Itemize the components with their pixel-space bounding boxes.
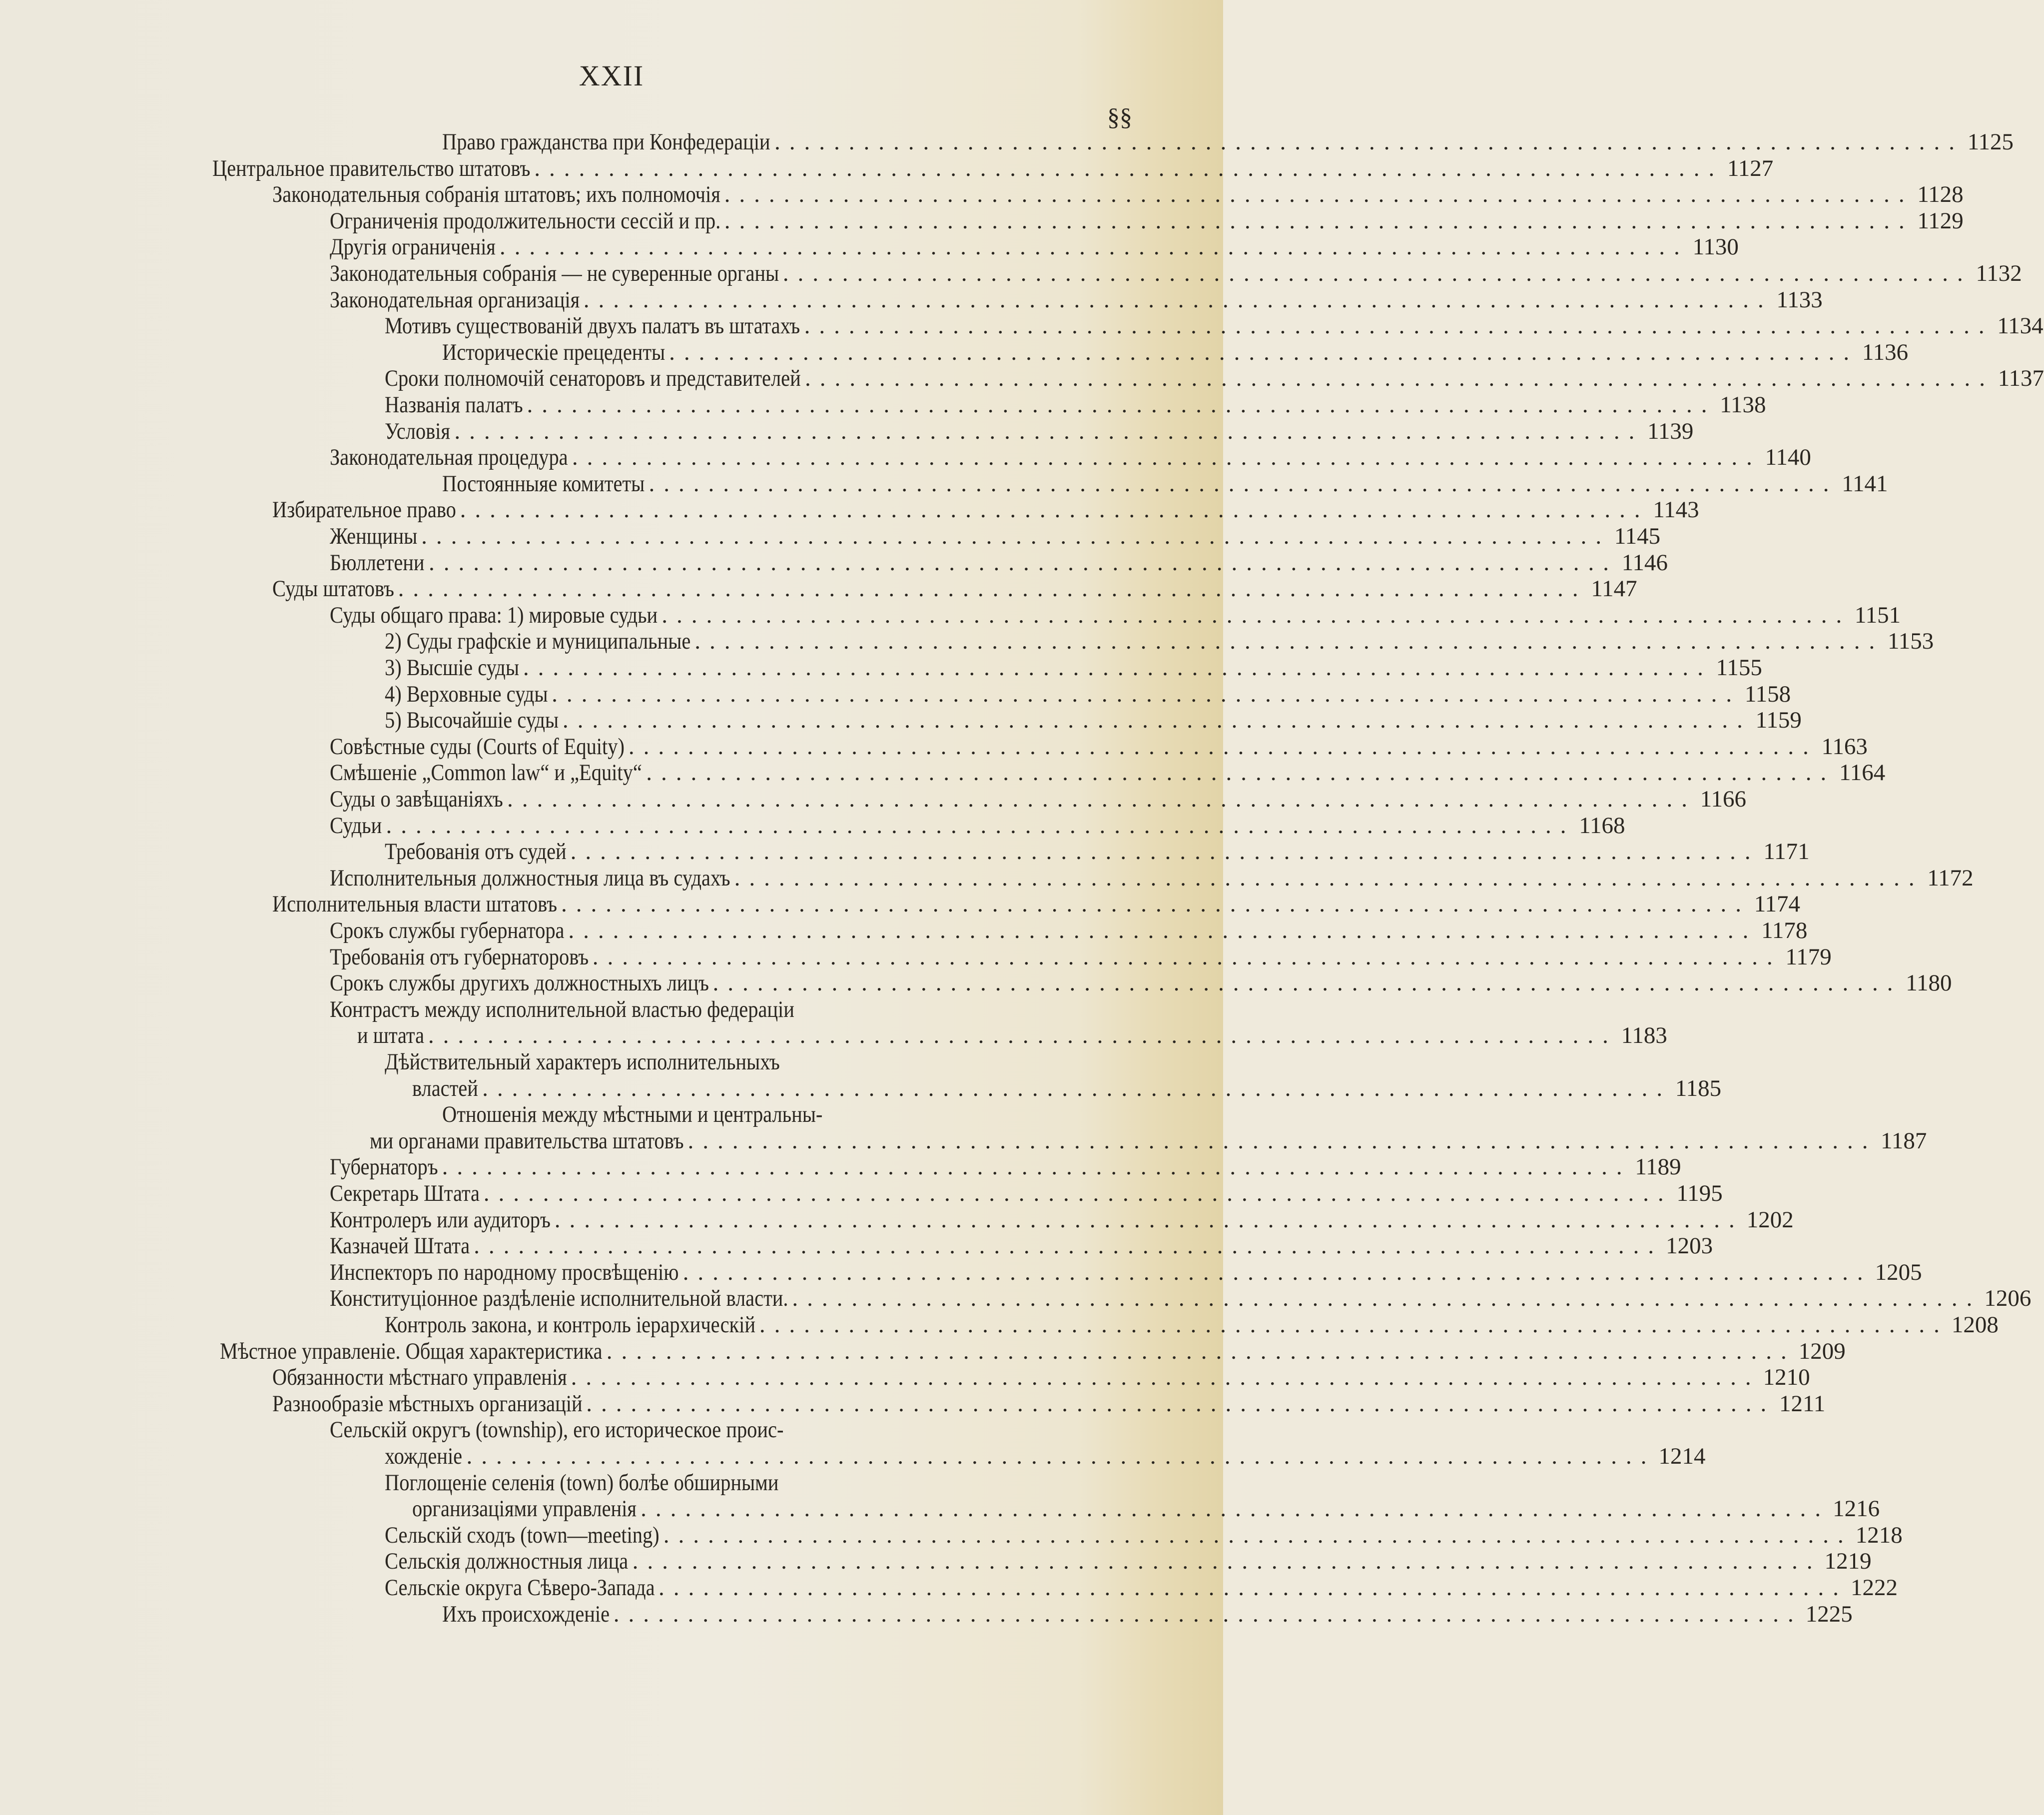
toc-entry (330, 970, 1952, 996)
dot-leader: ................................................................................ (805, 365, 1995, 392)
dot-leader: ................................................................................ (628, 733, 1818, 760)
toc-entry (272, 891, 1800, 917)
toc-entry (370, 1127, 1927, 1154)
toc-entry-section-number: 1187 (1881, 1127, 1927, 1154)
toc-entry-section-number: 1206 (1984, 1285, 2032, 1312)
toc-entry-section-number: 1129 (1917, 207, 1964, 234)
toc-entry-title: Срокъ службы губернатора (330, 917, 565, 943)
dot-leader: ................................................................................ (586, 1390, 1776, 1417)
toc-entry (330, 812, 1625, 839)
toc-entry-title: 3) Высшіе суды (385, 655, 520, 681)
toc-entry-section-number: 1211 (1779, 1390, 1826, 1417)
dot-leader: ................................................................................ (527, 392, 1716, 418)
toc-entry-title: Срокъ службы другихъ должностныхъ лицъ (330, 970, 709, 996)
toc-entry-section-number: 1137 (1998, 365, 2044, 392)
toc-entry-title: Мотивъ существованій двухъ палатъ въ штатахъ (385, 313, 800, 339)
dot-leader: ................................................................................ (523, 655, 1712, 681)
toc-entry-section-number: 1134 (1997, 313, 2044, 339)
toc-entry-title: 5) Высочайшіе суды (385, 707, 559, 734)
toc-entry (385, 1575, 1898, 1601)
toc-entry (330, 602, 1901, 629)
toc-entry-section-number: 1132 (1976, 260, 2022, 286)
toc-entry-title: Условія (385, 418, 451, 444)
toc-entry (330, 917, 1808, 944)
dot-leader: ................................................................................ (421, 523, 1611, 549)
dot-leader: ................................................................................ (659, 1575, 1848, 1601)
toc-entry-title: властей (412, 1075, 478, 1101)
toc-entry-title: Центральное правительство штатовъ (212, 155, 531, 181)
toc-entry-section-number: 1141 (1842, 470, 1888, 497)
toc-entry-title: Требованія отъ губернаторовъ (330, 943, 589, 970)
toc-entry-section-number: 1159 (1755, 707, 1802, 734)
toc-entry (442, 129, 2014, 155)
toc-entry-section-number: 1153 (1888, 628, 1934, 655)
toc-entry (357, 1022, 1667, 1049)
toc-entry-section-number: 1225 (1805, 1601, 1853, 1627)
toc-entry (330, 1259, 1922, 1286)
toc-entry-title: Контроль закона, и контроль іерархическій (385, 1312, 756, 1338)
dot-leader: ................................................................................ (646, 760, 1836, 786)
toc-entry-section-number: 1155 (1716, 655, 1762, 681)
toc-entry (272, 576, 1637, 602)
dot-leader: ................................................................................ (792, 1285, 1982, 1312)
toc-entry-section-number: 1151 (1854, 602, 1901, 628)
toc-entry-section-number: 1219 (1824, 1548, 1872, 1575)
toc-entry-section-number: 1166 (1700, 786, 1747, 812)
toc-entry-title: 2) Суды графскіе и муниципальные (385, 628, 691, 655)
toc-entry-title: Избирательное право (272, 497, 456, 523)
toc-entry-title: Исполнительныя власти штатовъ (272, 891, 558, 917)
dot-leader: ................................................................................ (613, 1601, 1803, 1627)
toc-entry-section-number: 1208 (1951, 1312, 1999, 1338)
dot-leader: ................................................................................ (454, 418, 1644, 444)
toc-entry-title: Казначей Штата (330, 1233, 470, 1259)
toc-entry-title: Законодательная процедура (330, 444, 568, 471)
toc-entry (330, 1180, 1723, 1207)
section-mark: §§ (1107, 103, 1132, 131)
dot-leader: ................................................................................ (507, 786, 1697, 812)
dot-leader: ................................................................................ (534, 155, 1724, 181)
toc-entry-title: Разнообразіе мѣстныхъ организацій (272, 1390, 583, 1417)
toc-entry (330, 786, 1747, 813)
toc-entry (385, 1522, 1903, 1549)
toc-entry-title: Суды о завѣщаніяхъ (330, 786, 503, 812)
toc-entry-section-number: 1183 (1621, 1022, 1667, 1049)
toc-entry (272, 1390, 1826, 1417)
dot-leader: ................................................................................ (568, 917, 1758, 943)
toc-entry-title: Смѣшеніе „Common law“ и „Equity“ (330, 760, 642, 786)
toc-entry-title: Законодательныя собранія штатовъ; ихъ полномочія (272, 181, 720, 208)
toc-entry (330, 523, 1661, 550)
dot-leader: ................................................................................ (687, 1127, 1877, 1154)
toc-entry-title: и штата (357, 1022, 425, 1049)
toc-entry-title: Сельскій сходъ (town—meeting) (385, 1522, 660, 1548)
dot-leader: ................................................................................ (583, 286, 1773, 313)
toc-entry-title: Требованія отъ судей (385, 839, 567, 865)
toc-entry (330, 733, 1868, 760)
dot-leader: ................................................................................ (442, 1154, 1631, 1180)
dot-leader: ................................................................................ (428, 549, 1618, 576)
dot-leader: ................................................................................ (682, 1259, 1872, 1285)
dot-leader: ................................................................................ (466, 1443, 1656, 1469)
toc-entry-section-number: 1222 (1851, 1575, 1898, 1601)
toc-entry-section-number: 1202 (1746, 1206, 1794, 1233)
page-number: XXII (579, 59, 645, 92)
toc-entry (212, 155, 1774, 182)
toc-entry-section-number: 1185 (1675, 1075, 1722, 1101)
toc-entry-title: Другія ограниченія (330, 234, 496, 260)
toc-entry (385, 392, 1766, 418)
toc-entry-section-number: 1145 (1614, 523, 1661, 549)
toc-entry-title: Инспекторъ по народному просвѣщенію (330, 1259, 679, 1285)
toc-entry-title: Постоянныяе комитеты (442, 470, 645, 497)
dot-leader: ................................................................................ (428, 1022, 1617, 1049)
toc-entry (330, 444, 1811, 471)
dot-leader: ................................................................................ (782, 260, 1972, 286)
toc-entry (442, 1101, 1129, 1128)
toc-entry (385, 707, 1802, 734)
toc-entry (330, 234, 1739, 260)
dot-leader: ................................................................................ (663, 1522, 1853, 1548)
toc-entry (330, 207, 1964, 234)
dot-leader: ................................................................................ (712, 970, 1902, 996)
dot-leader: ................................................................................ (759, 1312, 1949, 1338)
toc-entry (385, 839, 1810, 865)
toc-entry-title: Поглощеніе селенія (town) болѣе обширными (385, 1469, 779, 1496)
dot-leader: ................................................................................ (724, 207, 1914, 234)
toc-entry-title: Законодательныя собранія — не суверенные органы (330, 260, 779, 286)
toc-entry-title: Названія палатъ (385, 392, 523, 418)
toc-entry-title: Мѣстное управленіе. Общая характеристика (220, 1338, 603, 1364)
toc-entry (385, 313, 2044, 339)
toc-entry (330, 865, 1974, 892)
toc-entry-section-number: 1210 (1763, 1364, 1810, 1391)
toc-entry (385, 1443, 1706, 1470)
toc-entry (385, 628, 1934, 655)
dot-leader: ................................................................................ (552, 681, 1741, 707)
toc-entry-title: Суды общаго права: 1) мировые судьи (330, 602, 658, 628)
toc-entry-title: хожденіе (385, 1443, 463, 1469)
toc-entry-section-number: 1178 (1761, 917, 1808, 943)
toc-entry-section-number: 1171 (1763, 839, 1810, 865)
toc-entry-section-number: 1146 (1621, 549, 1668, 576)
toc-entry-title: Контрастъ между исполнительной властью федераціи (330, 996, 794, 1022)
toc-entry-title: ми органами правительства штатовъ (370, 1127, 684, 1154)
dot-leader: ................................................................................ (499, 234, 1689, 260)
toc-entry (330, 1206, 1794, 1233)
toc-entry-section-number: 1140 (1765, 444, 1811, 471)
toc-entry-title: Судьи (330, 812, 382, 839)
toc-entry (330, 943, 1832, 970)
dot-leader: ................................................................................ (774, 129, 1964, 155)
dot-leader: ................................................................................ (562, 707, 1752, 734)
dot-leader: ................................................................................ (724, 181, 1914, 208)
toc-entry (330, 1285, 2032, 1312)
toc-entry-title: Ограниченія продолжительности сессій и пр. (330, 207, 721, 234)
dot-leader: ................................................................................ (804, 313, 1994, 339)
toc-entry (330, 286, 1823, 313)
toc-entry-section-number: 1205 (1875, 1259, 1922, 1285)
toc-entry (330, 1417, 1129, 1443)
dot-leader: ................................................................................ (606, 1338, 1796, 1364)
toc-entry-section-number: 1136 (1862, 339, 1909, 365)
dot-leader: ................................................................................ (572, 444, 1761, 471)
dot-leader: ................................................................................ (632, 1548, 1822, 1575)
dot-leader: ................................................................................ (641, 1496, 1830, 1522)
dot-leader: ................................................................................ (571, 1364, 1760, 1391)
toc-entry-section-number: 1139 (1647, 418, 1694, 444)
toc-entry-section-number: 1216 (1833, 1496, 1880, 1522)
toc-entry (385, 655, 1762, 681)
toc-entry-title: Бюллетени (330, 549, 425, 576)
toc-entry-section-number: 1158 (1744, 681, 1791, 707)
toc-entry (385, 1312, 1999, 1338)
toc-entry-section-number: 1147 (1591, 576, 1637, 602)
toc-entry-title: Сроки полномочій сенаторовъ и представителей (385, 365, 801, 392)
toc-entry-section-number: 1172 (1927, 865, 1974, 891)
toc-entry-section-number: 1218 (1855, 1522, 1903, 1548)
toc-entry-title: Совѣстные суды (Courts of Equity) (330, 733, 625, 760)
toc-entry-section-number: 1168 (1579, 812, 1625, 839)
toc-entry-section-number: 1214 (1658, 1443, 1706, 1469)
toc-entry-section-number: 1130 (1692, 234, 1739, 260)
toc-entry-title: Сельскіе округа Сѣверо-Запада (385, 1575, 655, 1601)
toc-entry (412, 1075, 1722, 1102)
toc-entry (385, 681, 1791, 708)
toc-entry (330, 549, 1668, 576)
toc-entry (442, 470, 1888, 497)
dot-leader: ................................................................................ (554, 1206, 1744, 1233)
toc-entry-section-number: 1164 (1839, 760, 1886, 786)
toc-entry (272, 497, 1699, 523)
toc-entry-title: Право гражданства при Конфедераціи (442, 129, 770, 155)
dot-leader: ................................................................................ (592, 943, 1782, 970)
toc-entry-section-number: 1203 (1666, 1233, 1713, 1259)
toc-entry (330, 260, 2022, 287)
toc-entry-title: Сельскій округъ (township), его историческое проис- (330, 1417, 784, 1443)
toc-entry-section-number: 1209 (1798, 1338, 1846, 1364)
dot-leader: ................................................................................ (460, 497, 1649, 523)
toc-entry-title: Сельскія должностныя лица (385, 1548, 629, 1575)
toc-entry-title: Контролеръ или аудиторъ (330, 1206, 551, 1233)
toc-entry-section-number: 1125 (1967, 129, 2014, 155)
toc-entry-section-number: 1174 (1754, 891, 1800, 917)
toc-entry (272, 181, 1964, 208)
toc-entry (330, 1154, 1681, 1180)
toc-entry (385, 365, 2044, 392)
toc-entry-title: Губернаторъ (330, 1154, 438, 1180)
toc-entry (442, 1601, 1853, 1628)
toc-entry-title: Отношенія между мѣстными и центральны- (442, 1101, 823, 1128)
dot-leader: ................................................................................ (386, 812, 1575, 839)
toc-entry-title: Законодательная организація (330, 286, 580, 313)
dot-leader: ................................................................................ (662, 602, 1851, 628)
toc-entry-title: Женщины (330, 523, 418, 549)
dot-leader: ................................................................................ (570, 839, 1760, 865)
toc-entry-section-number: 1143 (1653, 497, 1699, 523)
toc-entry (330, 760, 1886, 786)
toc-entry-section-number: 1195 (1676, 1180, 1723, 1206)
dot-leader: ................................................................................ (482, 1075, 1672, 1101)
dot-leader: ................................................................................ (561, 891, 1750, 917)
toc-entry-title: Секретарь Штата (330, 1180, 480, 1206)
toc-entry-title: Обязанности мѣстнаго управленія (272, 1364, 567, 1391)
toc-entry-title: Дѣйствительный характеръ исполнительныхъ (385, 1049, 780, 1075)
toc-entry-section-number: 1163 (1821, 733, 1868, 760)
toc-entry-section-number: 1180 (1906, 970, 1952, 996)
toc-entry-title: 4) Верховные суды (385, 681, 548, 707)
toc-entry (385, 418, 1694, 445)
dot-leader: ................................................................................ (694, 628, 1884, 655)
toc-entry-section-number: 1133 (1776, 286, 1823, 313)
toc-entry (385, 1049, 1129, 1075)
toc-entry-title: организаціями управленія (412, 1496, 637, 1522)
dot-leader: ................................................................................ (649, 470, 1838, 497)
toc-entry-section-number: 1138 (1720, 392, 1766, 418)
toc-entry-title: Конституціонное раздѣленіе исполнительной власти. (330, 1285, 788, 1312)
toc-entry-title: Исполнительныя должностныя лица въ судахъ (330, 865, 730, 891)
toc-entry (385, 1548, 1872, 1575)
toc-entry (442, 339, 1909, 366)
dot-leader: ................................................................................ (483, 1180, 1673, 1206)
dot-leader: ................................................................................ (734, 865, 1924, 891)
toc-entry-title: Ихъ происхожденіе (442, 1601, 610, 1627)
dot-leader: ................................................................................ (669, 339, 1859, 365)
toc-entry-section-number: 1127 (1727, 155, 1774, 181)
toc-entry-section-number: 1189 (1635, 1154, 1681, 1180)
dot-leader: ................................................................................ (398, 576, 1587, 602)
toc-entry (220, 1338, 1846, 1365)
toc-entry (412, 1496, 1880, 1522)
dot-leader: ................................................................................ (474, 1233, 1663, 1259)
toc-entry-section-number: 1128 (1917, 181, 1964, 208)
toc-entry-title: Историческіе прецеденты (442, 339, 666, 365)
toc-entry (330, 996, 1129, 1023)
toc-entry (330, 1233, 1713, 1259)
toc-entry-title: Суды штатовъ (272, 576, 394, 602)
toc-entry-section-number: 1179 (1785, 943, 1832, 970)
toc-entry (272, 1364, 1810, 1391)
toc-entry (385, 1470, 1129, 1496)
